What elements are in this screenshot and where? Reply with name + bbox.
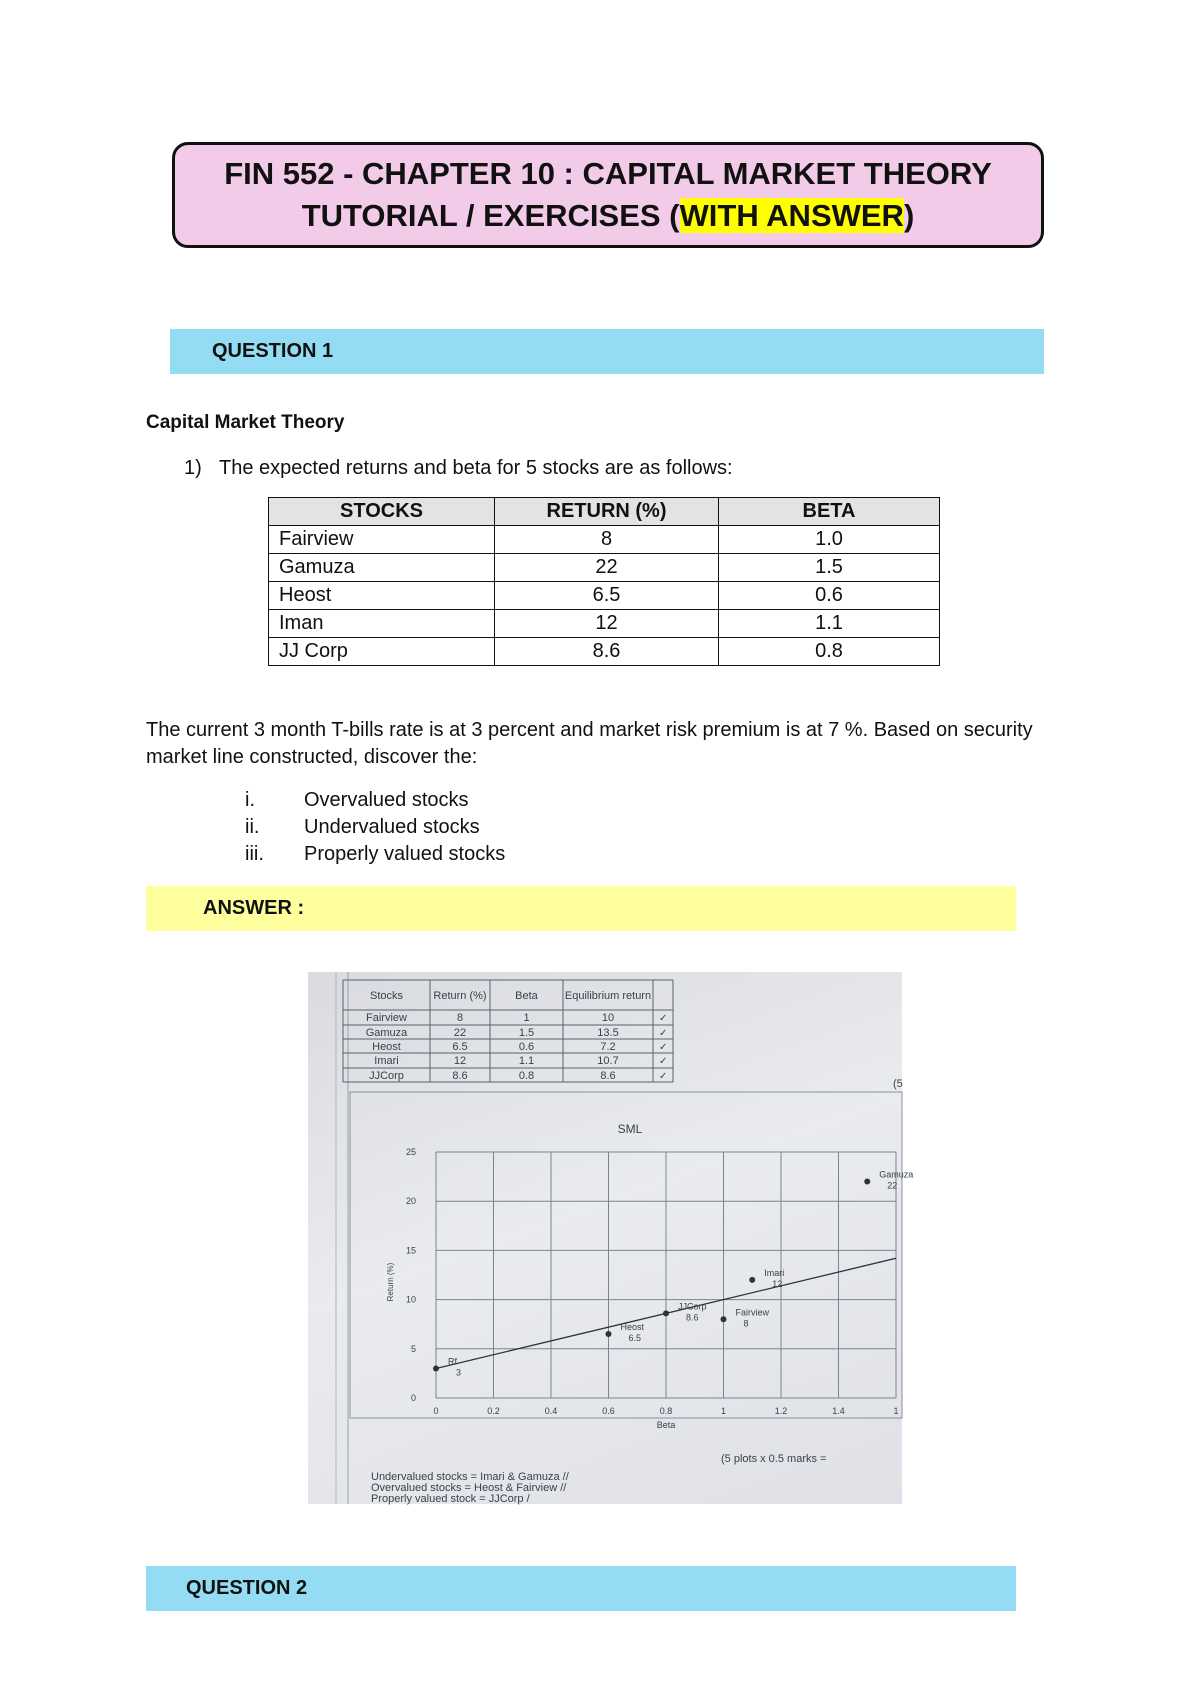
x-tick-label: 0 (433, 1406, 439, 1416)
photo-table-cell: JJCorp (369, 1070, 404, 1082)
list-text: Undervalued stocks (304, 816, 480, 838)
table-row (269, 554, 940, 582)
photo-table-header: Return (%) (433, 990, 487, 1002)
photo-table-cell: 1 (523, 1012, 530, 1024)
stock-name-cell: Gamuza (269, 554, 495, 582)
photo-table-cell: Imari (374, 1055, 399, 1067)
point-value-label: 8.6 (686, 1312, 699, 1323)
stock-name-cell: JJ Corp (269, 638, 495, 666)
point-value-label: 22 (887, 1180, 898, 1191)
photo-table-cell: 1.5 (518, 1027, 535, 1039)
table-header-cell: STOCKS (269, 498, 495, 526)
data-point (663, 1310, 669, 1316)
photo-table-cell: 13.5 (597, 1027, 619, 1039)
table-row (269, 526, 940, 554)
question-paragraph: The current 3 month T-bills rate is at 3 percent and market risk premium is at 7 %. Based on security market line constructed, discover the: (146, 719, 1033, 768)
point-value-label: 3 (456, 1367, 462, 1378)
table-header-cell: RETURN (%) (495, 498, 719, 526)
check-mark-icon: ✓ (659, 1071, 668, 1082)
conclusions (371, 1471, 570, 1505)
table-row (269, 610, 940, 638)
y-tick-label: 15 (405, 1245, 416, 1256)
y-tick-label: 0 (410, 1393, 416, 1403)
item-number: 1) (184, 457, 202, 479)
point-label: JJCorp (678, 1301, 707, 1312)
photo-table-cell: 0.8 (518, 1070, 535, 1082)
question-intro: The expected returns and beta for 5 stocks are as follows: (219, 457, 733, 479)
table-row (269, 582, 940, 610)
return-cell: 8 (495, 526, 719, 554)
y-tick-label: 10 (405, 1294, 416, 1305)
conclusion-line: Properly valued stock = JJCorp / (371, 1493, 530, 1505)
data-point (721, 1316, 727, 1322)
y-axis-label: Return (%) (386, 1262, 395, 1302)
table-header-cell: BETA (719, 498, 940, 526)
document-title-box (172, 142, 1044, 248)
chart-frame (350, 1092, 902, 1418)
y-tick-label: 20 (405, 1196, 416, 1207)
check-mark-icon: ✓ (659, 1056, 668, 1067)
photo-table-cell: 22 (453, 1027, 467, 1039)
photo-table-cell: 10.7 (597, 1055, 619, 1067)
conclusion-line: Undervalued stocks = Imari & Gamuza // (371, 1471, 569, 1483)
photo-table (343, 980, 673, 1082)
answer-label: ANSWER : (203, 897, 305, 919)
answer-banner (146, 886, 1016, 931)
point-label: Gamuza (879, 1169, 914, 1180)
stocks-table (268, 497, 940, 666)
x-tick-label: 0.6 (602, 1406, 615, 1416)
beta-cell: 1.1 (719, 610, 940, 638)
data-point (433, 1365, 439, 1371)
list-text: Overvalued stocks (304, 789, 469, 811)
answer-photo-graphic (308, 972, 914, 1505)
photo-table-cell: Heost (372, 1041, 401, 1053)
photo-table-header: Equilibrium return (564, 990, 652, 1002)
marks-note-bottom: (5 plots x 0.5 marks = (721, 1453, 827, 1465)
photo-table-cell: 6.5 (452, 1041, 468, 1053)
photo-table-cell: 8 (456, 1012, 464, 1024)
list-text: Properly valued stocks (304, 843, 506, 865)
x-tick-label: 1 (720, 1406, 727, 1416)
title-line-2 (175, 195, 1041, 237)
return-cell: 6.5 (495, 582, 719, 610)
check-mark-icon: ✓ (659, 1013, 668, 1024)
x-tick-label: 0.2 (487, 1406, 500, 1416)
point-value-label: 8 (743, 1318, 749, 1329)
point-label: Imari (764, 1267, 785, 1278)
x-tick-label: 0.4 (544, 1406, 558, 1416)
photo-table-cell: 7.2 (600, 1041, 616, 1053)
table-row (269, 638, 940, 666)
list-number: i. (245, 789, 255, 811)
title-highlight: WITH ANSWER (679, 198, 904, 233)
photo-table-header: Stocks (369, 990, 404, 1002)
photo-table-cell: 10 (601, 1012, 615, 1024)
photo-table-cell: 8.6 (600, 1070, 616, 1082)
question-2-banner (146, 1566, 1016, 1611)
photo-table-cell: Fairview (366, 1012, 407, 1024)
check-mark-icon: ✓ (659, 1042, 668, 1053)
sml-chart (386, 1122, 913, 1430)
list-number: iii. (245, 843, 264, 865)
photo-table-cell: 1.1 (518, 1055, 535, 1067)
list-number: ii. (245, 816, 260, 838)
photo-table-cell: 12 (453, 1055, 467, 1067)
beta-cell: 1.5 (719, 554, 940, 582)
beta-cell: 0.6 (719, 582, 940, 610)
answer-photo (308, 972, 914, 1505)
question-1-label: QUESTION 1 (212, 340, 334, 362)
photo-table-cell: Gamuza (365, 1027, 408, 1039)
point-label: Fairview (735, 1307, 770, 1318)
table-header-row (269, 498, 940, 526)
x-tick-label: 0.8 (659, 1406, 673, 1416)
photo-table-cell: 8.6 (452, 1070, 468, 1082)
beta-cell: 1.0 (719, 526, 940, 554)
data-point (606, 1331, 612, 1337)
photo-table-header: Beta (515, 990, 538, 1002)
x-tick-label: 1.2 (774, 1406, 788, 1416)
stock-name-cell: Fairview (269, 526, 495, 554)
title-line-1: FIN 552 - CHAPTER 10 : CAPITAL MARKET THEORY (224, 156, 992, 191)
y-tick-label: 25 (405, 1147, 416, 1157)
stock-name-cell: Iman (269, 610, 495, 638)
x-tick-label: 1.4 (832, 1406, 845, 1416)
question-1-banner (170, 329, 1044, 374)
point-label: Rf (448, 1356, 457, 1367)
title-line-2-suffix: ) (903, 198, 915, 233)
photo-table-cell: 0.6 (518, 1041, 535, 1053)
x-tick-label: 1 (893, 1406, 899, 1416)
return-cell: 8.6 (495, 638, 719, 666)
y-tick-label: 5 (410, 1343, 416, 1354)
point-label: Heost (620, 1322, 645, 1333)
x-axis-label: Beta (656, 1420, 676, 1430)
title-line-2-prefix: TUTORIAL / EXERCISES ( (301, 198, 680, 233)
question-2-label: QUESTION 2 (186, 1577, 308, 1599)
conclusion-line: Overvalued stocks = Heost & Fairview // (371, 1482, 567, 1494)
chart-title: SML (617, 1122, 643, 1136)
return-cell: 12 (495, 610, 719, 638)
check-mark-icon: ✓ (659, 1028, 668, 1039)
section-title: Capital Market Theory (146, 412, 345, 433)
marks-note-top: (5 (893, 1078, 903, 1090)
return-cell: 22 (495, 554, 719, 582)
stock-name-cell: Heost (269, 582, 495, 610)
beta-cell: 0.8 (719, 638, 940, 666)
data-point (864, 1179, 870, 1185)
point-value-label: 12 (772, 1278, 783, 1289)
point-value-label: 6.5 (628, 1333, 642, 1344)
data-point (749, 1277, 755, 1283)
